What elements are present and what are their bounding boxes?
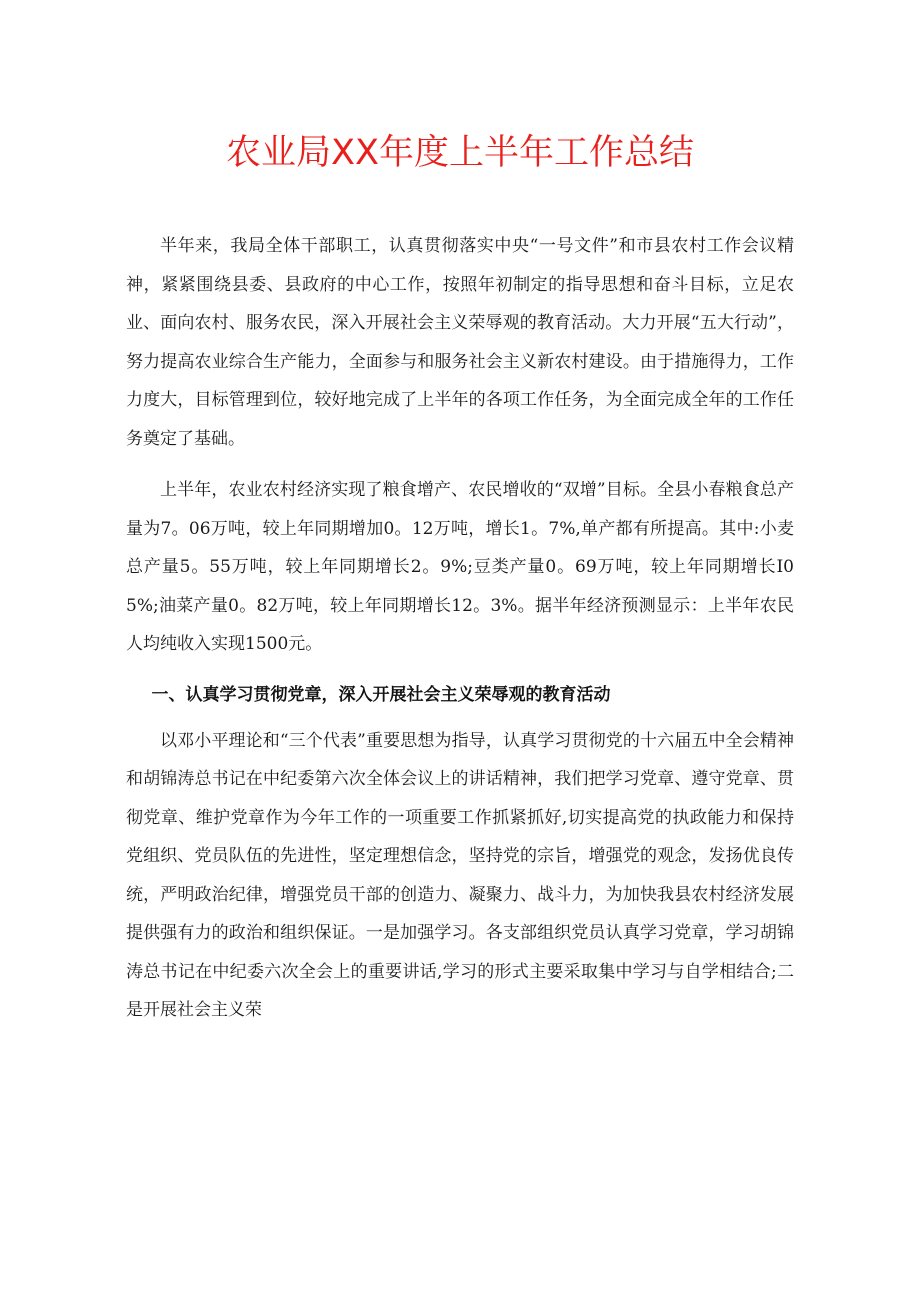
- document-title: 农业局XX年度上半年工作总结: [226, 133, 694, 173]
- paragraph-statistics: 上半年，农业农村经济实现了粮食增产、农民增收的“双增”目标。全县小春粮食总产量为7。06万吨，较上年同期增加0。12万吨，增长1。7%,单产都有所提高。其中:小麦总产量5。55万吨，较上年同期增长2。9%;豆类产量0。69万吨，较上年同期增长I0 5%;油菜产量0。82万吨，较上年同期增长12。3%。据半年经济预测显示：上半年农民人均纯收入实现1500元。: [126, 480, 794, 654]
- document-body: [126, 227, 794, 1043]
- paragraph-section-1: 以邓小平理论和“三个代表”重要思想为指导，认真学习贯彻党的十六届五中全会精神和胡锦涛总书记在中纪委第六次全体会议上的讲话精神，我们把学习党章、遵守党章、贯彻党章、维护党章作为今年工作的一项重要工作抓紧抓好,切实提高党的执政能力和保持党组织、党员队伍的先进性，坚定理想信念，坚持党的宗旨，增强党的观念，发扬优良传统，严明政治纪律，增强党员干部的创造力、凝聚力、战斗力，为加快我县农村经济发展提供强有力的政治和组织保证。一是加强学习。各支部组织党员认真学习党章，学习胡锦涛总书记在中纪委六次全会上的重要讲话,学习的形式主要采取集中学习与自学相结合;二是开展社会主义荣: [126, 730, 794, 1020]
- paragraph-intro: 半年来，我局全体干部职工，认真贯彻落实中央“一号文件”和市县农村工作会议精神，紧紧围绕县委、县政府的中心工作，按照年初制定的指导思想和奋斗目标，立足农业、面向农村、服务农民，深入开展社会主义荣辱观的教育活动。大力开展“五大行动”，努力提高农业综合生产能力，全面参与和服务社会主义新农村建设。由于措施得力，工作力度大，目标管理到位，较好地完成了上半年的各项工作任务，为全面完成全年的工作任务奠定了基础。: [126, 236, 794, 449]
- section-heading-1: 一、认真学习贯彻党章，深入开展社会主义荣辱观的教育活动: [151, 684, 611, 705]
